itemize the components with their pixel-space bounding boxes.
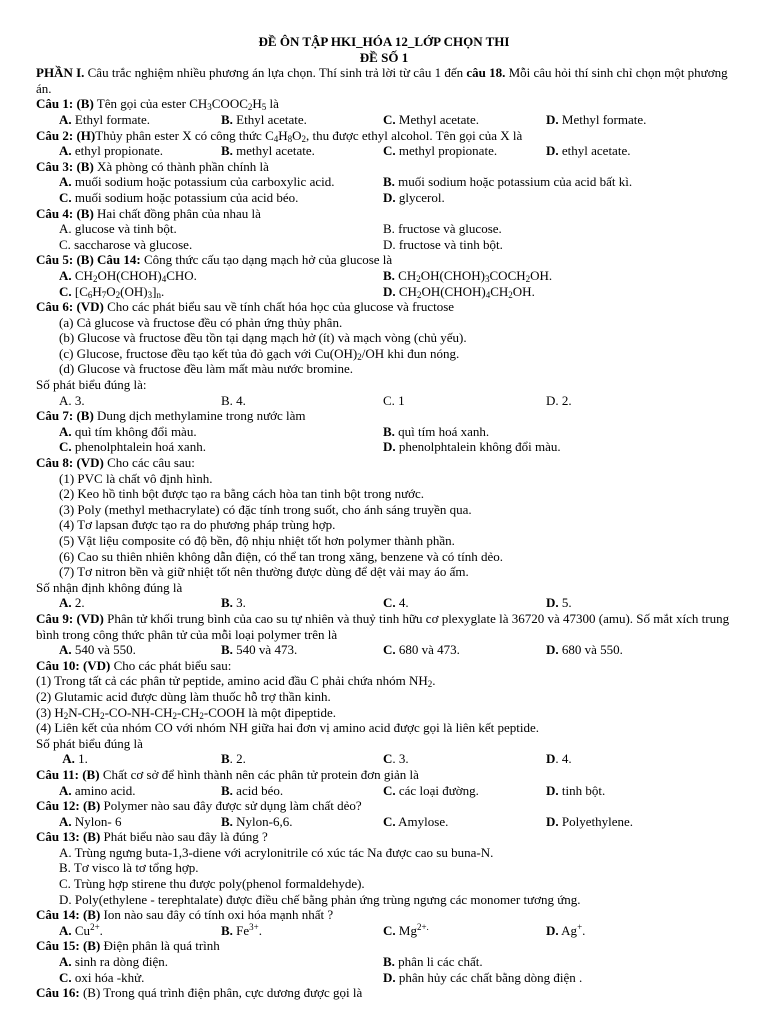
answer-option: C. muối sodium hoặc potassium của acid béo. [59,189,299,205]
question-label: Câu 10: (VD) [36,657,111,673]
question-stem [36,798,732,814]
question-stem [36,829,732,845]
answer-option: D. phân hủy các chất bằng dòng điện . [383,969,583,985]
question-block [36,455,732,611]
question-stem [36,985,732,1001]
answer-option: B. Ethyl acetate. [221,111,307,127]
answer-option: B. 2. [221,751,246,767]
answer-option: A. Trùng ngưng buta-1,3-diene với acrylonitrile có xúc tác Na được cao su buna-N. [59,844,494,860]
answer-option: D. 4. [546,751,572,767]
answer-options [36,595,732,611]
question-stem [36,206,732,222]
question-block [36,798,732,829]
answer-options [36,642,732,658]
answer-option: B. 4. [221,392,246,408]
answer-option: B. 540 và 473. [221,642,298,658]
part-label: PHẦN I. [36,65,85,81]
answer-option: C. oxi hóa -khử. [59,969,145,985]
question-prompt: Số nhận định không đúng là [36,579,183,595]
answer-options [36,112,732,128]
answer-options [36,424,732,455]
answer-option: C. saccharose và glucose. [59,236,193,252]
answer-options [36,923,732,939]
statement-line: (1) PVC là chất vô định hình. [59,470,213,486]
question-text: Xà phòng có thành phần chính là [93,158,269,174]
statement-line: (3) Poly (methyl methacrylate) có đặc tính trong suốt, cho ánh sáng truyền qua. [59,501,472,517]
answer-option: C. 3. [383,751,409,767]
answer-option: C. phenolphtalein hoá xanh. [59,439,206,455]
answer-option: D. Polyethylene. [546,813,634,829]
statement-line: (4) Liên kết của nhóm CO với nhóm NH giữa hai đơn vị amino acid được gọi là liên kết peptide. [36,720,539,736]
question-stem [36,455,732,471]
question-block [36,985,732,1001]
statement-line: (5) Vật liệu composite có độ bền, độ nhịu nhiệt tốt hơn polymer thành phần. [59,533,455,548]
answer-option: A. 3. [59,392,85,408]
answer-option: A. $Cu^{2+}$. [59,921,103,938]
question-text: Dung dịch methylamine trong nước làm [93,408,306,424]
question-block [36,611,732,658]
question-stem [36,96,732,112]
answer-option: B. quì tím hoá xanh. [383,423,490,439]
answer-options [36,143,732,159]
answer-option: C. Methyl acetate. [383,111,480,127]
intro-range: câu 18. [466,65,506,81]
question-text: Cho các câu sau: [103,455,195,471]
question-label: Câu 15: (B) [36,938,101,954]
answer-option: A. $CH_2OH(CHOH)_4CHO$. [59,267,197,284]
answer-option: A. sinh ra dòng điện. [59,954,169,970]
answer-option: A. Nylon- 6 [59,813,122,829]
question-text: Hai chất đồng phân của nhau là [93,205,261,221]
question-text: Cho các phát biểu sau: [110,657,232,673]
answer-option: B. $CH_2OH(CHOH)_3COCH_2OH$. [383,267,553,284]
answer-options [36,268,732,299]
intro-text-1: Câu trắc nghiệm nhiều phương án lựa chọn. Thí sinh trả lời từ câu 1 đến [84,65,467,81]
answer-option: A. quì tím không đổi màu. [59,423,197,439]
question-text: Phát biểu nào sau đây là đúng ? [100,829,268,845]
answer-options [36,221,732,252]
question-label: Câu 4: (B) [36,205,94,221]
answer-option: B. acid béo. [221,782,284,798]
question-label: Câu 6: (VD) [36,299,104,315]
answer-options [36,393,732,409]
answer-option: D. ethyl acetate. [546,143,631,159]
statement-line: (6) Cao su thiên nhiên không dẫn điện, có thể tan trong xăng, benzene và có tính dẻo. [59,548,504,564]
statement-line: (c) Glucose, fructose đều tạo kết tủa đỏ gạch với $Cu(OH)_2/OH$ khi đun nóng. [59,345,460,362]
answer-option: D. glycerol. [383,189,445,205]
answer-option: C. 1 [383,392,405,408]
answer-option: C. 4. [383,595,409,611]
question-prompt: Số phát biểu đúng là: [36,377,147,393]
statement-line: (2) Glutamic acid được dùng làm thuốc hỗ trợ thần kinh. [36,688,331,704]
question-text: Thủy phân ester X có công thức $C_4H_8O_2$, thu được ethyl alcohol. Tên gọi của X là [95,127,523,144]
answer-option: D. phenolphtalein không đổi màu. [383,439,561,455]
answer-option: D. 2. [546,392,572,408]
question-label: Câu 13: (B) [36,829,101,845]
answer-option: A. 1. [62,751,88,767]
question-stem [36,767,732,783]
question-block [36,128,732,159]
question-stem [36,658,732,674]
question-block [36,299,732,408]
answer-option: B. 3. [221,595,246,611]
question-label: Câu 7: (B) [36,408,94,424]
answer-option: D. Methyl formate. [546,111,647,127]
statement-line: (d) Glucose và fructose đều làm mất màu nước bromine. [59,361,354,377]
question-label: Câu 14: (B) [36,907,101,923]
question-block [36,96,732,127]
answer-option: C. methyl propionate. [383,143,498,159]
question-block [36,658,732,767]
question-stem [36,938,732,954]
question-text: Ion nào sau đây có tính oxi hóa mạnh nhất ? [100,907,334,923]
statement-line: (a) Cả glucose và fructose đều có phản ứng thủy phân. [59,314,343,330]
question-label: Câu 16: [36,985,80,1001]
answer-option: D. Poly(ethylene - terephtalate) được điều chế bằng phản ứng trùng ngưng các monomer tương ứng. [59,891,581,907]
answer-option: B. $Fe^{3+}$. [221,921,262,938]
answer-option: B. Tơ visco là tơ tổng hợp. [59,860,199,876]
exam-title: ĐỀ ÔN TẬP HKI_HÓA 12_LỚP CHỌN THI [258,34,510,49]
answer-option: C. Amylose. [383,813,449,829]
question-label: Câu 5: (B) Câu 14: [36,252,141,268]
answer-option: A. 540 và 550. [59,642,136,658]
question-block [36,252,732,299]
answer-option: D. Ag+. [546,921,586,938]
answer-option: B. phân li các chất. [383,954,483,970]
answer-option: C. Trùng hợp stirene thu được poly(phenol formaldehyde). [59,876,365,892]
answer-option: B. methyl acetate. [221,143,315,159]
answer-option: D. $CH_2OH(CHOH)_4CH_2OH$. [383,283,535,300]
question-list [36,96,732,1000]
answer-option: B. fructose và glucose. [383,221,502,237]
question-label: Câu 11: (B) [36,766,100,782]
question-stem [36,128,732,144]
question-block [36,408,732,455]
question-label: Câu 2: (H) [36,127,96,143]
answer-options [36,783,732,799]
answer-option: B. Nylon-6,6. [221,813,293,829]
question-text: Polymer nào sau đây được sử dụng làm chất dẻo? [100,798,362,814]
question-stem [36,159,732,175]
question-block [36,159,732,206]
question-label: Câu 3: (B) [36,158,94,174]
answer-option: D. tinh bột. [546,782,606,798]
answer-options [36,174,732,205]
question-text: Tên gọi của ester $CH_3COOC_2H_5$ là [93,96,279,113]
question-text: Cho các phát biểu sau về tính chất hóa học của glucose và fructose [103,299,455,315]
part-intro [36,65,732,96]
answer-options [36,751,732,767]
question-label: Câu 9: (VD) [36,610,104,626]
question-stem [36,611,732,642]
answer-option: A. 2. [59,595,85,611]
exam-subtitle: ĐỀ SỐ 1 [359,49,409,65]
question-block [36,938,732,985]
answer-option: D. 680 và 550. [546,642,623,658]
question-text: Công thức cấu tạo dạng mạch hở của glucose là [140,252,393,268]
answer-options [36,954,732,985]
statement-line: (b) Glucose và fructose đều tồn tại dạng mạch hở (ít) và mạch vòng (chủ yếu). [59,330,467,346]
question-prompt: Số phát biểu đúng là [36,735,143,751]
question-text: Điện phân là quá trình [100,938,220,954]
question-text: Chất cơ sở để hình thành nên các phân tử protein đơn giản là [99,766,419,782]
answer-option: C. 680 và 473. [383,642,460,658]
question-label: Câu 8: (VD) [36,455,104,471]
answer-option: C. $[C_6H_7O_2(OH)_3]_n$. [59,283,165,300]
question-label: Câu 12: (B) [36,798,101,814]
question-stem [36,907,732,923]
statement-line: (1) Trong tất cả các phân tử peptide, amino acid đầu C phải chứa nhóm $NH_2$. [36,673,436,690]
question-text: (B) Trong quá trình điện phân, cực dương được gọi là [79,985,363,1001]
question-block [36,767,732,798]
question-stem [36,299,732,315]
statement-line: (2) Keo hồ tinh bột được tạo ra bằng cách hòa tan tinh bột trong nước. [59,486,425,502]
answer-option: A. ethyl propionate. [59,143,163,159]
intro-text-2: Mỗi câu hỏi thí sinh chỉ chọn một phương án. [36,65,728,96]
answer-option: D. 5. [546,595,572,611]
answer-option: D. fructose và tinh bột. [383,236,503,252]
question-text: Phân tử khối trung bình của cao su tự nhiên và thuỷ tinh hữu cơ plexyglate là 36720 và 47300 (amu). Số mắt xích trung bình trong công thức phân tử của mỗi loại polymer trên là [36,610,730,642]
answer-option: A. glucose và tinh bột. [59,221,177,237]
answer-option: B. muối sodium hoặc potassium của acid bất kì. [383,174,633,190]
statement-line: (3) $H_2N-CH_2-CO-NH-CH_2-CH_2$-COOH là một đipeptide. [36,704,337,721]
question-block [36,907,732,938]
question-stem [36,408,732,424]
question-stem [36,252,732,268]
statement-line: (4) Tơ lapsan được tạo ra do phương pháp trùng hợp. [59,517,336,533]
question-label: Câu 1: (B) [36,96,94,112]
answer-option: C. các loại đường. [383,782,479,798]
question-block [36,829,732,907]
answer-option: C. $Mg^{2+.}$ [383,921,429,938]
statement-line: (7) Tơ nitron bền và giữ nhiệt tốt nên thường được dùng để dệt vải may áo ấm. [59,564,469,580]
answer-option: A. Ethyl formate. [59,111,150,127]
answer-options [36,814,732,830]
answer-option: A. muối sodium hoặc potassium của carboxylic acid. [59,174,335,190]
question-block [36,206,732,253]
answer-option: A. amino acid. [59,782,136,798]
